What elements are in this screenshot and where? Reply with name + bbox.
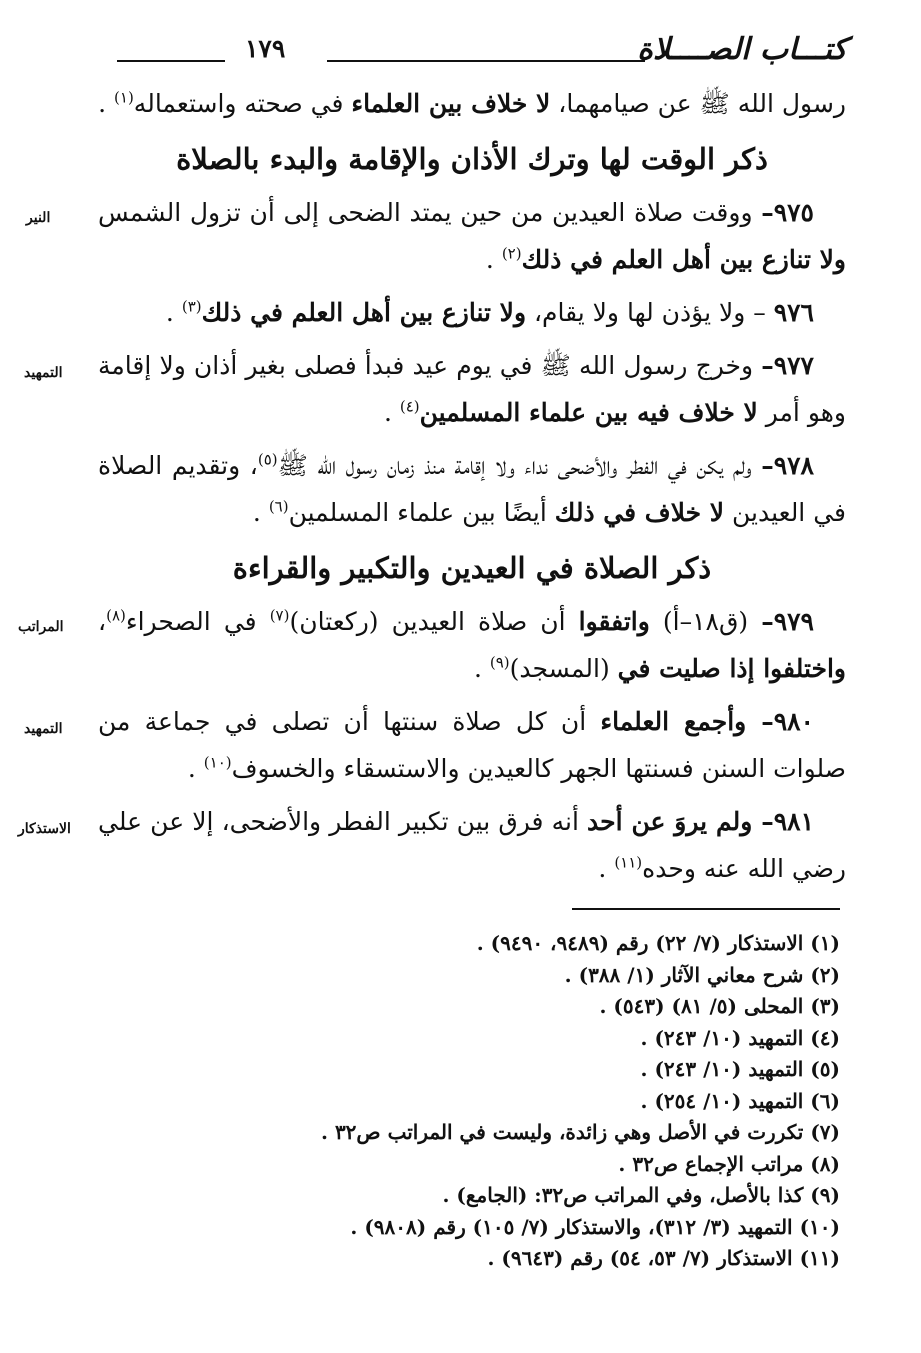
footnote: (٥) التمهيد (١٠/ ٢٤٣) . (640, 1057, 840, 1081)
footnote-ref: (٨) (106, 606, 126, 625)
footnote: (٦) التمهيد (١٠/ ٢٥٤) . (640, 1088, 840, 1113)
text-run-bold: وأجمع العلماء (600, 707, 762, 736)
text-run: ولم يكن في الفطر والأضحى نداء ولا إقامة منذ زمان رسول الله ﷺ (277, 451, 762, 480)
text-run: . (165, 298, 182, 327)
text-run: . (598, 854, 615, 883)
paragraph-number: ٩٧٦ (773, 298, 814, 327)
text-run: . (252, 498, 269, 527)
text-run: (ق١٨–أ) (649, 607, 762, 636)
footnote-ref: (٧) (269, 606, 290, 625)
footnote: (٢) شرح معاني الآثار (١/ ٣٨٨) . (564, 962, 840, 987)
text-run-bold: واتفقوا (578, 607, 650, 636)
footnote-ref: (٢) (501, 244, 522, 263)
text-run: وخرج رسول الله ﷺ في يوم عيد فبدأ فصلى بغير أذان ولا إقامة وهو أمر (98, 351, 846, 427)
footnote-ref: (٤) (399, 397, 420, 416)
footnote: (٣) المحلى (٥/ ٨١) (٥٤٣) . (599, 994, 840, 1018)
running-title: كتـــاب الصــــلاة (637, 32, 847, 67)
paragraph-number: ٩٧٥– (761, 198, 814, 227)
paragraph-980 (24, 698, 846, 792)
footnote-ref: (٦) (268, 497, 289, 516)
text-run: . (187, 754, 204, 783)
footnote: (٩) كذا بالأصل، وفي المراتب ص٣٢: (الجامع) . (442, 1183, 840, 1207)
text-run-bold: لا خلاف بين العلماء (351, 89, 551, 118)
paragraph-number: ٩٧٩– (761, 607, 814, 636)
section-heading: ذكر الصلاة في العيدين والتكبير والقراءة (232, 551, 712, 585)
footnote-ref: (١١) (614, 853, 643, 872)
footnotes (200, 928, 840, 1275)
footnote-ref: (١) (114, 88, 134, 107)
paragraph-continuation (98, 80, 846, 127)
text-run: أن صلاة العيدين (ركعتان) (289, 607, 579, 636)
footnote: (٧) تكررت في الأصل وهي زائدة، وليست في المراتب ص٣٢ . (321, 1120, 840, 1144)
text-run-bold: ولا تنازع بين أهل العلم في ذلك (201, 298, 527, 327)
text-run: أن كل صلاة سنتها أن تصلى في جماعة من صلوات السنن فسنتها الجهر كالعيدين والاستسقاء والخسوف (98, 707, 846, 783)
text-run-bold: ولم يروَ عن أحد (587, 807, 762, 836)
paragraph-number: ٩٨٠– (761, 707, 814, 736)
footnote-ref: (٥) (257, 450, 278, 469)
footnote: (١١) الاستذكار (٧/ ٥٣، ٥٤) رقم (٩٦٤٣) . (487, 1246, 840, 1270)
margin-source-label: التمهيد (24, 721, 63, 737)
text-run: أنه فرق بين تكبير الفطر والأضحى، إلا عن علي رضي الله عنه وحده (98, 807, 846, 883)
text-run-bold: ولا تنازع بين أهل العلم في ذلك (521, 245, 846, 274)
paragraph-number: ٩٧٧– (761, 351, 814, 380)
text-run: . (383, 398, 400, 427)
text-run: في صحته واستعماله (133, 89, 352, 118)
text-run: أيضًا بين علماء المسلمين (288, 498, 555, 527)
header-rule (327, 60, 645, 62)
text-run: (المسجد) (509, 654, 618, 683)
text-run-bold: لا خلاف في ذلك (554, 498, 725, 527)
footnote-ref: (١٠) (203, 753, 232, 772)
paragraph-978 (98, 442, 846, 536)
text-run: . (485, 245, 502, 274)
paragraph-number: ٩٨١– (761, 807, 815, 836)
page-body (18, 80, 846, 898)
text-run: في الصحراء (125, 607, 270, 636)
footnote-ref: (٩) (489, 653, 510, 672)
footnote-ref: (٣) (181, 297, 202, 316)
footnote-separator (572, 908, 840, 910)
text-run: ، (98, 607, 107, 636)
paragraph-979 (18, 598, 846, 692)
paragraph-976 (98, 289, 846, 336)
text-run: ووقت صلاة العيدين من حين يمتد الضحى إلى أن تزول الشمس (98, 198, 762, 227)
paragraph-975 (26, 189, 846, 283)
header-rule (117, 60, 225, 62)
text-run: ، وتقديم الصلاة في العيدين (98, 451, 846, 527)
page-number: ١٧٩ (245, 34, 286, 63)
margin-source-label: المراتب (18, 619, 64, 635)
paragraph-977 (24, 342, 846, 436)
footnote: (٨) مراتب الإجماع ص٣٢ . (618, 1151, 840, 1176)
text-run: رسول الله ﷺ عن صيامهما، (550, 89, 846, 118)
paragraph-981 (18, 798, 846, 892)
page-header (95, 32, 847, 76)
footnote: (١٠) التمهيد (٣/ ٣١٢)، والاستذكار (٧/ ١٠٥) رقم (٩٨٠٨) . (350, 1214, 840, 1239)
text-run-bold: واختلفوا إذا صليت في (617, 654, 846, 683)
text-run: – ولا يؤذن لها ولا يقام، (526, 298, 774, 327)
text-run-bold: لا خلاف فيه بين علماء المسلمين (419, 398, 758, 427)
section-heading: ذكر الوقت لها وترك الأذان والإقامة والبدء بالصلاة (176, 142, 768, 176)
footnote: (١) الاستذكار (٧/ ٢٢) رقم (٩٤٨٩، ٩٤٩٠) . (476, 931, 840, 955)
margin-source-label: النير (26, 210, 51, 226)
margin-source-label: التمهيد (24, 365, 63, 381)
text-run: . (473, 654, 490, 683)
paragraph-number: ٩٧٨– (761, 451, 814, 480)
footnote: (٤) التمهيد (١٠/ ٢٤٣) . (640, 1025, 840, 1050)
text-run: . (98, 89, 115, 118)
margin-source-label: الاستذكار (18, 821, 71, 837)
